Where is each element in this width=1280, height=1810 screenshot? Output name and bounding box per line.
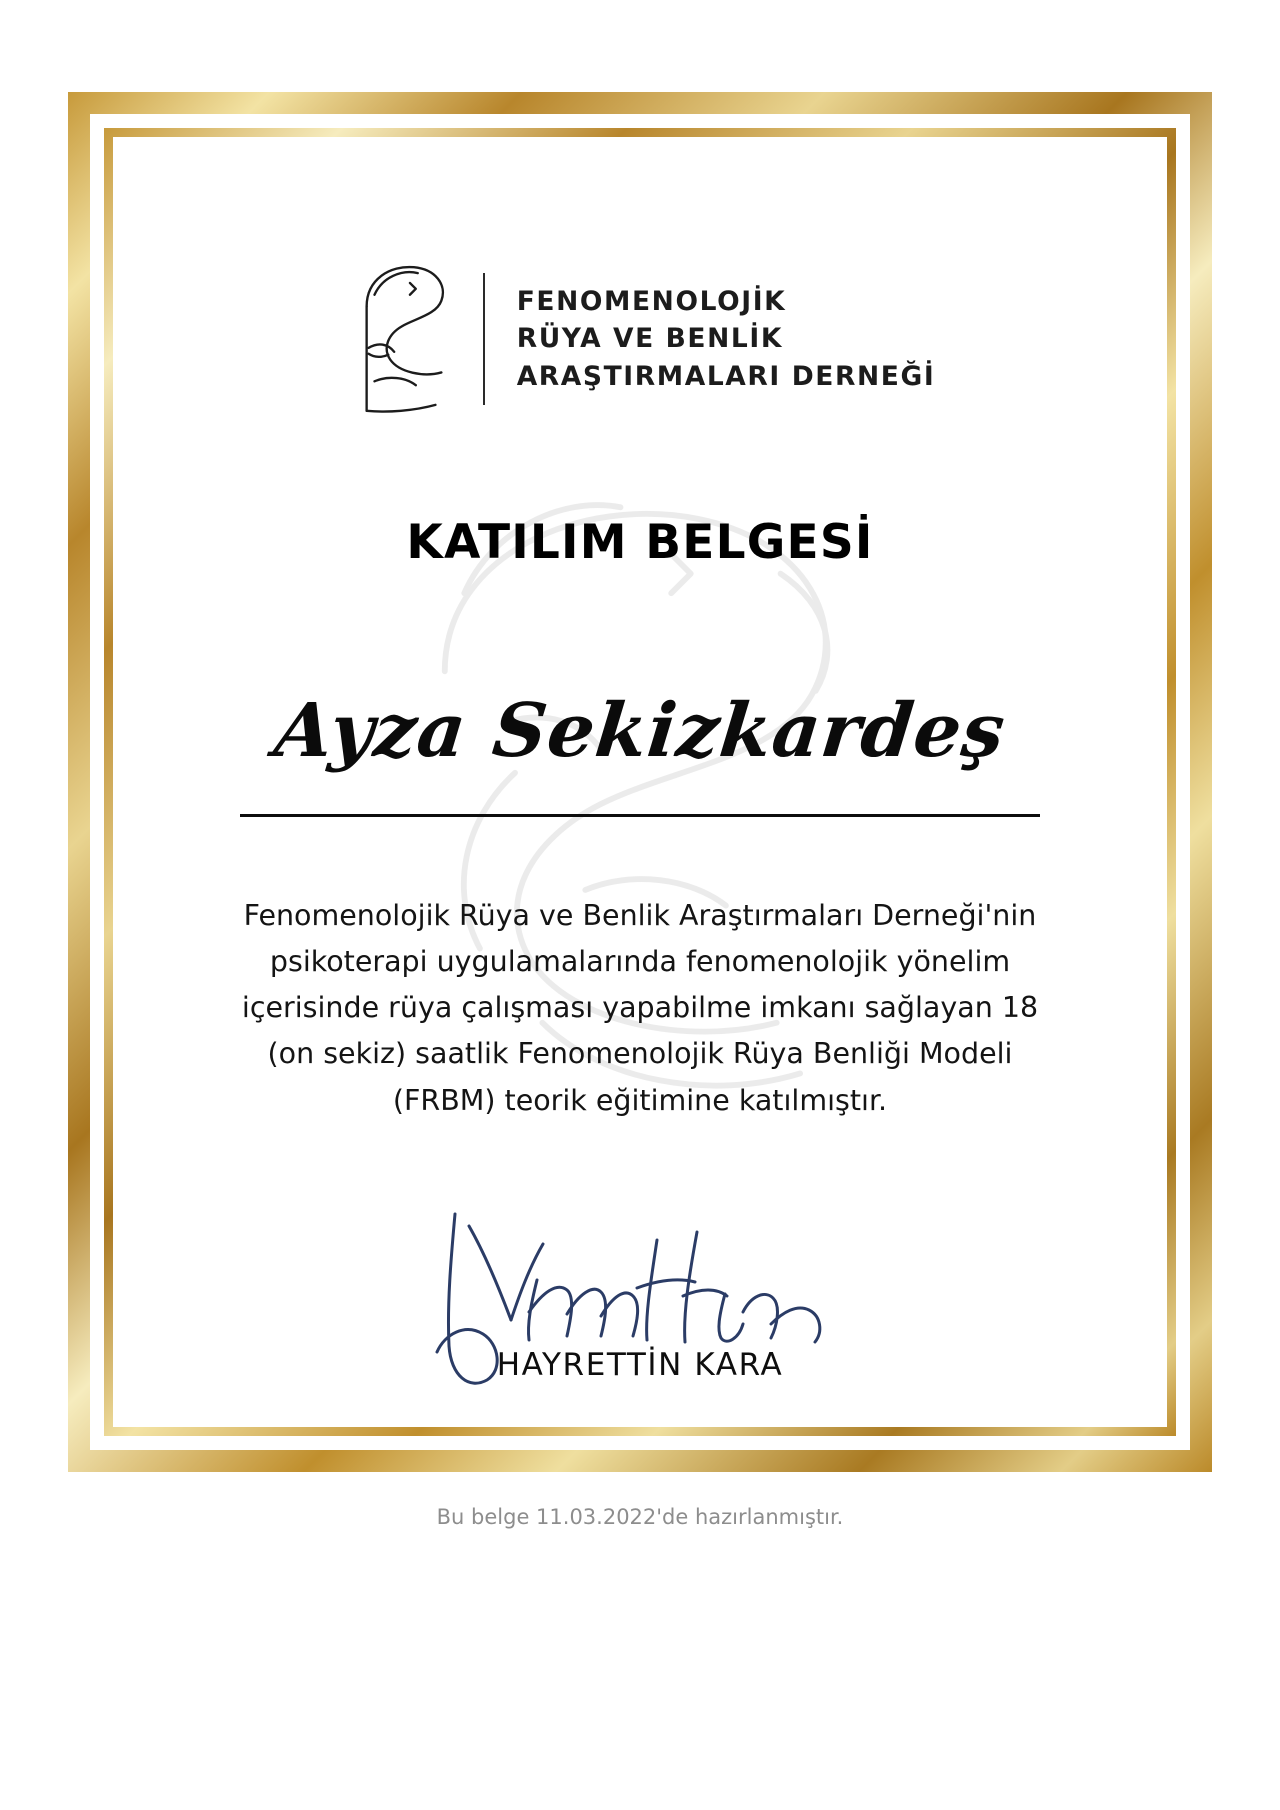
certificate-footnote: Bu belge 11.03.2022'de hazırlanmıştır.: [436, 1505, 844, 1529]
frame-white-gap: [90, 114, 1190, 1450]
organization-logo-row: [205, 255, 1075, 423]
organization-name-line1: FENOMENOLOJİK: [516, 285, 787, 317]
recipient-name: Ayza Sekizkardeş: [270, 688, 1010, 774]
frame-inner-gold-band: [104, 128, 1176, 1436]
certificate-content: [113, 137, 1167, 1427]
head-profile-logo-icon: [345, 255, 463, 423]
organization-name-line3: ARAŞTIRMALARI DERNEĞİ: [516, 360, 936, 392]
certificate-body: [113, 137, 1167, 1427]
recipient-underline: [240, 814, 1040, 817]
certificate-body-text: Fenomenolojik Rüya ve Benlik Araştırmaları Derneği'nin psikoterapi uygulamalarında fenomenolojik yönelim içerisinde rüya çalışması yapabilme imkanı sağlayan 18 (on sekiz) saatlik Fenomenolojik Rüya Benliği Modeli (FRBM) teorik eğitimine katılmıştır.: [241, 899, 1039, 1117]
certificate-title: KATILIM BELGESİ: [406, 515, 874, 570]
signer-name: HAYRETTİN KARA: [496, 1346, 784, 1383]
logo-divider: [483, 273, 485, 405]
certificate-gold-frame: [68, 92, 1212, 1472]
organization-name: [503, 283, 936, 396]
organization-name-line2: RÜYA VE BENLİK: [516, 323, 783, 355]
signature-block: [205, 1184, 1075, 1414]
